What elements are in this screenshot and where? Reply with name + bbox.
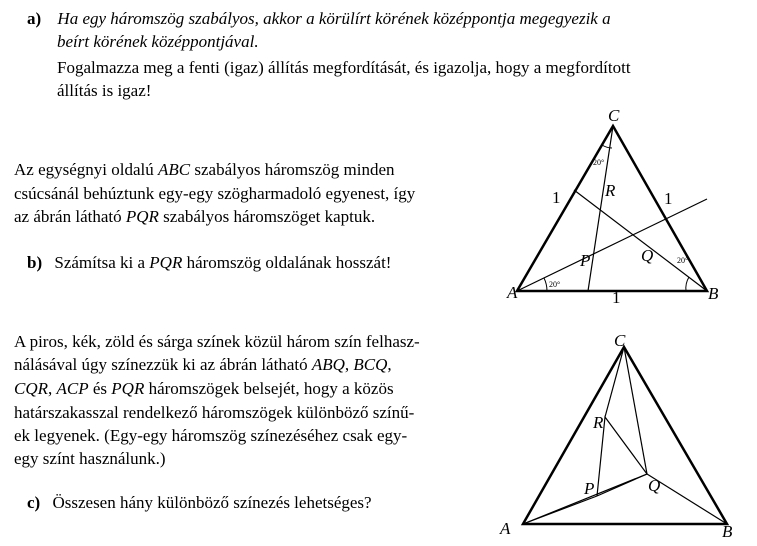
figure1-angle-c-label: 20° <box>593 158 605 167</box>
figure2-point-r: R <box>593 413 604 432</box>
intro-b-text: szabályos háromszög minden <box>190 160 395 179</box>
part-b-question <box>27 252 391 274</box>
segment-a-q <box>523 474 647 524</box>
segment-b-q <box>647 474 727 524</box>
figure1-point-p: P <box>580 251 591 270</box>
intro-b-text: az ábrán látható <box>14 207 126 226</box>
intro-c-line5: ek legyenek. (Egy-egy háromszög színezéséhez csak egy- <box>14 426 408 445</box>
triangle-cqr: CQR <box>14 379 48 398</box>
triangle-abc-outline <box>517 126 707 291</box>
triangle-pqr: PQR <box>149 253 183 272</box>
part-c-label: c) <box>27 493 41 512</box>
trisector-b <box>574 190 707 291</box>
figure2-vertex-c: C <box>614 331 626 350</box>
part-b-text: Számítsa ki a <box>54 253 150 272</box>
separator: , <box>387 355 392 374</box>
intro-b-line2: csúcsánál behúztunk egy-egy szögharmadoló egyenest, így <box>14 184 416 203</box>
part-a-statement-1: Ha egy háromszög szabályos, akkor a körülírt körének középpontja megegyezik a <box>57 9 611 28</box>
part-b-label: b) <box>27 253 43 272</box>
part-a-line1 <box>27 8 611 30</box>
intro-c-text: nálásával úgy színezzük ki az ábrán látható <box>14 355 312 374</box>
angle-arc-a <box>544 278 547 291</box>
figure2-point-p: P <box>584 479 595 498</box>
intro-b-text: Az egységnyi oldalú <box>14 160 158 179</box>
figure1-side-right-label: 1 <box>664 189 673 208</box>
intro-c-line2 <box>14 354 392 376</box>
figure1-side-left-label: 1 <box>552 188 561 207</box>
triangle-acp: ACP <box>56 379 89 398</box>
intro-b-line1 <box>14 159 395 181</box>
figure2-vertex-b: B <box>722 522 733 541</box>
angle-arc-b <box>686 277 689 291</box>
intro-c-line6: egy színt használunk.) <box>14 449 166 468</box>
intro-b-line3 <box>14 206 375 228</box>
part-c-question <box>27 492 372 514</box>
angle-arc-c <box>602 145 612 148</box>
triangle-pqr: PQR <box>125 207 159 226</box>
segment-a-p <box>523 496 597 524</box>
part-a-line3: Fogalmazza meg a fenti (igaz) állítás megfordítását, és igazolja, hogy a megfordított <box>57 58 631 77</box>
trisector-c <box>588 126 613 291</box>
part-a-line2: beírt körének középpontjával. <box>57 32 259 51</box>
triangle-abq: ABQ <box>311 355 345 374</box>
figure1-angle-a-label: 20° <box>549 280 561 289</box>
figure1-vertex-a: A <box>507 283 518 302</box>
intro-b-text: szabályos háromszöget kaptuk. <box>158 207 376 226</box>
figure1-angle-b-label: 20° <box>677 256 689 265</box>
segment-c-q <box>624 347 647 474</box>
part-a-label: a) <box>27 9 42 28</box>
separator: és <box>88 379 112 398</box>
part-a-line4: állítás is igaz! <box>57 81 152 100</box>
triangle-abc-outline <box>523 347 727 524</box>
triangle-pqr: PQR <box>111 379 145 398</box>
figure2-vertex-a: A <box>500 519 511 538</box>
intro-c-line3 <box>14 378 394 400</box>
intro-c-line1: A piros, kék, zöld és sárga színek közül három szín felhasz- <box>14 332 420 351</box>
trisector-a <box>517 199 707 291</box>
separator: , <box>48 379 57 398</box>
triangle-abc: ABC <box>158 160 191 179</box>
intro-c-line4: határszakasszal rendelkező háromszögek különböző színű- <box>14 403 415 422</box>
figure2-point-q: Q <box>648 476 661 495</box>
intro-c-text: háromszögek belsejét, hogy a közös <box>144 379 394 398</box>
part-b-text: háromszög oldalának hosszát! <box>182 253 392 272</box>
figure1-vertex-c: C <box>608 106 620 125</box>
figure1-point-r: R <box>605 181 616 200</box>
figure1-side-bottom-label: 1 <box>612 288 621 307</box>
part-c-text: Összesen hány különböző színezés lehetséges? <box>52 493 372 512</box>
triangle-bcq: BCQ <box>353 355 388 374</box>
triangle-pqr-outline <box>597 417 647 496</box>
separator: , <box>344 355 354 374</box>
figure1-point-q: Q <box>641 246 654 265</box>
figure1-vertex-b: B <box>708 284 719 303</box>
segment-c-r <box>605 347 624 417</box>
